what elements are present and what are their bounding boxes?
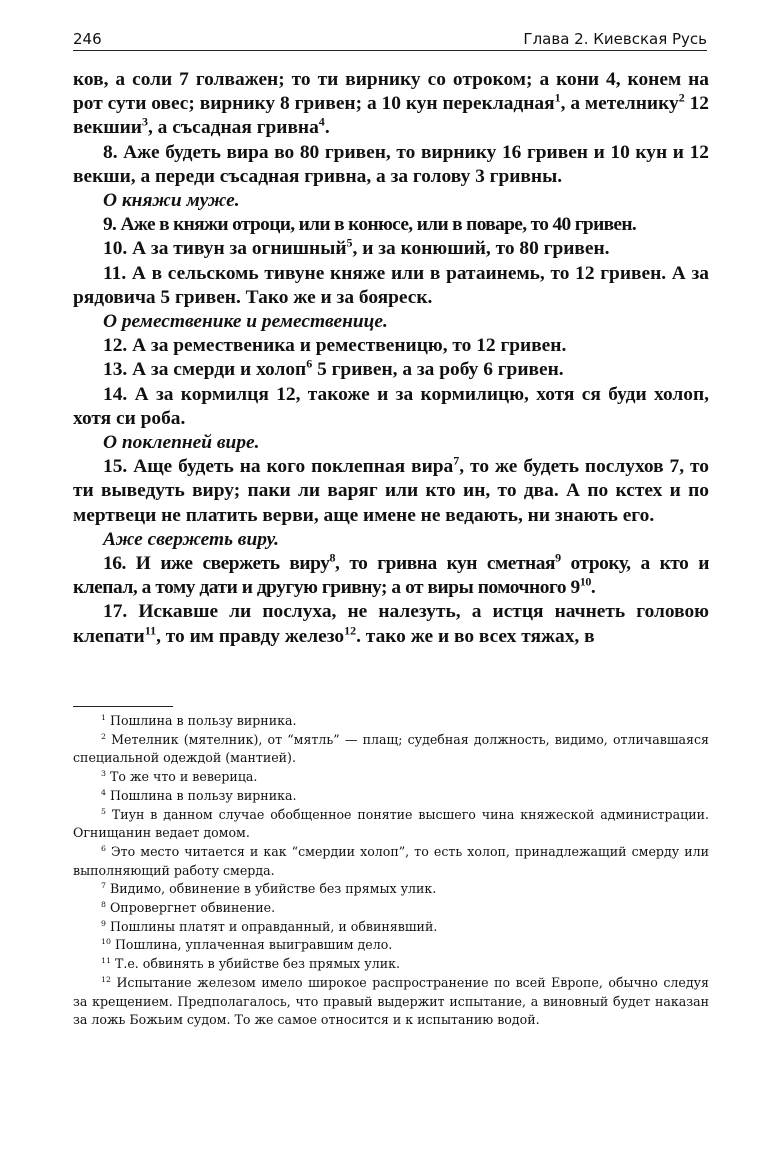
footnotes xyxy=(73,712,709,1030)
footnote-ref[interactable]: 6 xyxy=(306,356,313,371)
article-15: 15. Аще будеть на кого поклепная вира$^7$, то же будеть послухов 7, то ти выведуть виру; паки ли варяг или кто ин, то два. А по кстех и по мертвеци не платить верви, аще имене не ведають, ни знають его. xyxy=(73,453,709,526)
footnote: $^{12}$ Испытание железом имело широкое распространение по всей Европе, обычно следуя за крещением. Предполагалось, что правый выдержит испытание, а виновный будет наказан за ложь Божьим судом. То же самое относится и к испытанию водой. xyxy=(73,974,709,1028)
footnote: $^{11}$ Т.е. обвинять в убийстве без прямых улик. xyxy=(101,955,400,972)
article-13: 13. А за смерди и холоп$^6$ 5 гривен, а за робу 6 гривен. xyxy=(103,356,564,381)
page-number: 246 xyxy=(73,30,102,48)
running-header xyxy=(73,22,707,48)
footnote-rule xyxy=(73,706,173,707)
section-heading: Аже свержеть виру. xyxy=(103,528,279,550)
article-16: 16. И иже свержеть виру$^8$, то гривна кун сметная$^9$ отроку, а кто и клепал, а тому дати и другую гривну; а от виры помочного $9^{10}$. xyxy=(73,550,709,599)
footnote-ref[interactable]: 7 xyxy=(453,453,460,468)
footnote: $^{10}$ Пошлина, уплаченная выигравшим дело. xyxy=(101,937,393,953)
footnote: $^1$ Пошлина в пользу вирника. xyxy=(101,712,297,728)
footnote-ref[interactable]: 8 xyxy=(329,550,336,565)
footnote: $^2$ Метелник (мятелник), от “мятль” — плащ; судебная должность, видимо, отличавшаяся специальной одеждой (мантией). xyxy=(73,731,709,766)
main-text xyxy=(73,68,709,649)
article-11: 11. А в сельскомь тивуне княже или в ратаинемь, то 12 гривен. А за рядовича 5 гривен. Тако же и за бояреск. xyxy=(73,262,709,308)
footnote: $^7$ Видимо, обвинение в убийстве без прямых улик. xyxy=(101,881,437,897)
footnote-ref[interactable]: 4 xyxy=(318,114,325,129)
footnote-ref[interactable]: 2 xyxy=(678,90,685,105)
article-8: 8. Аже будеть вира во 80 гривен, то вирнику 16 гривен и 10 кун и 12 векши, а переди съсадная гривна, а за голову 3 гривны. xyxy=(73,141,709,187)
section-heading: О поклепней вире. xyxy=(103,432,260,454)
footnote-ref[interactable]: 9 xyxy=(555,550,561,565)
footnote: $^3$ То же что и веверица. xyxy=(101,768,258,785)
footnote-ref[interactable]: 11 xyxy=(144,623,157,638)
footnote-ref[interactable]: 3 xyxy=(141,114,148,129)
article-14: 14. А за кормилця 12, такоже и за кормилицю, хотя ся буди холоп, хотя си роба. xyxy=(73,383,709,429)
article-9: 9. Аже в княжи отроци, или в конюсе, или в поваре, то 40 гривен. xyxy=(103,214,637,236)
footnote: $^6$ Это место читается и как “смердии холоп”, то есть холоп, принадлежащий смерду или выполняющий работу смерда. xyxy=(73,843,709,878)
section-heading: О княжи муже. xyxy=(103,190,240,212)
footnote: $^9$ Пошлины платят и оправданный, и обвинявший. xyxy=(101,918,438,934)
footnote: $^8$ Опровергнет обвинение. xyxy=(101,899,276,916)
footnote-ref[interactable]: 10 xyxy=(579,574,591,589)
footnote-ref[interactable]: 1 xyxy=(554,90,561,105)
article-10: 10. А за тивун за огнишный$^5$, и за конюший, то 80 гривен. xyxy=(103,235,610,260)
article-17: 17. Искавше ли послуха, не налезуть, а истця начнеть головою клепати$^{11}$, то им правду железо$^{12}$. тако же и во всех тяжах, в xyxy=(73,601,709,647)
footnote: $^5$ Тиун в данном случае обобщенное понятие высшего чина княжеской администрации. Огнищанин ведает домом. xyxy=(73,806,709,841)
footnote: $^4$ Пошлина в пользу вирника. xyxy=(101,787,297,803)
section-heading: О ремественике и ремественице. xyxy=(103,311,388,333)
chapter-title: Глава 2. Киевская Русь xyxy=(523,30,707,48)
header-rule xyxy=(73,50,707,51)
footnote-ref[interactable]: 12 xyxy=(344,623,357,638)
footnote-ref[interactable]: 5 xyxy=(346,235,353,250)
paragraph-continuation: ков, а соли 7 голважен; то ти вирнику со отроком; а кони 4, конем на рот сути овес; вирнику 8 гривен; а 10 кун перекладная$^1$, а метелнику$^2$ 12 векшии$^3$, а съсадная гривна$^4$. xyxy=(73,69,709,139)
article-12: 12. А за ремественика и ремественицю, то 12 гривен. xyxy=(103,335,567,357)
